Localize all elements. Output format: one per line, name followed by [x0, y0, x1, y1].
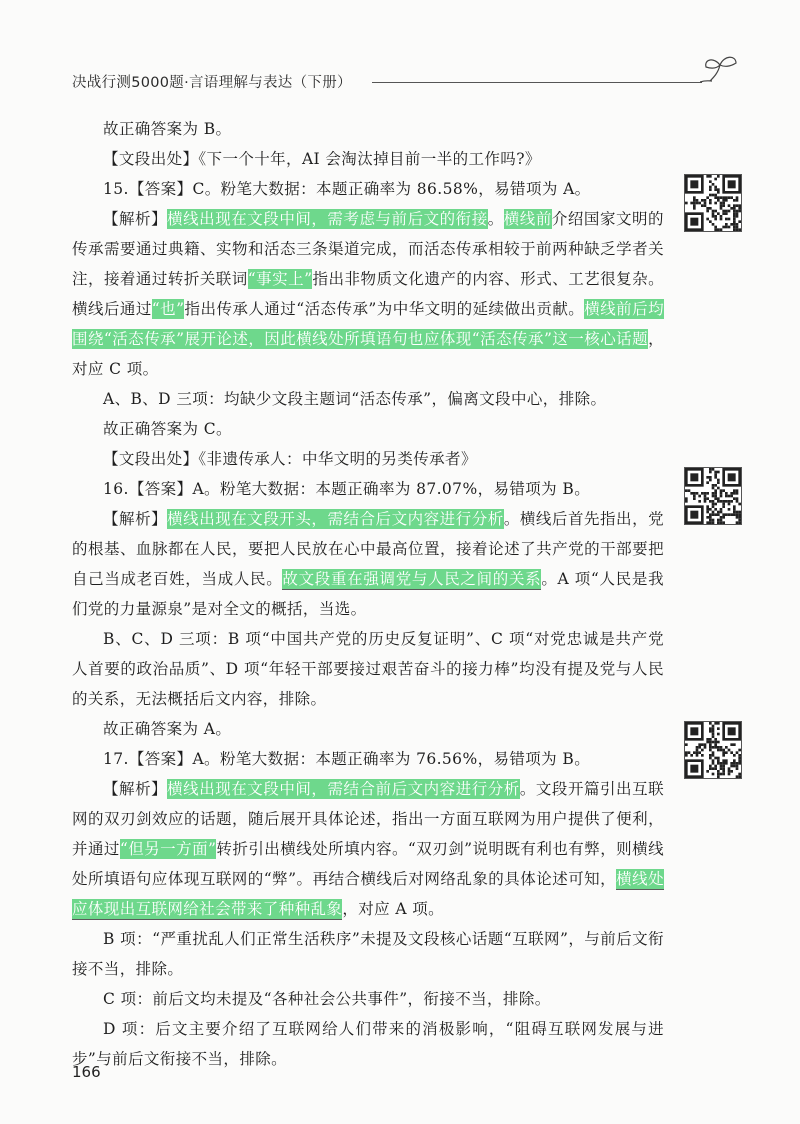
qr-code-icon[interactable] [684, 174, 742, 232]
text-run: C 项：前后文均未提及“各种社会公共事件”，衔接不当，排除。 [103, 990, 551, 1008]
highlighted-text: 横线前 [503, 210, 552, 228]
text-run: 。横线后首先指出，党的根基、血脉都在人民，要把人民放在心中最高位置，接着论述了共产党的干部要把自己当成老百姓，当成人民。 [72, 510, 664, 588]
text-run: 【解析】 [103, 510, 168, 528]
text-run: D 项：后文主要介绍了互联网给人们带来的消极影响，“阻碍互联网发展与进步”与前后文衔接不当，排除。 [72, 1020, 664, 1068]
text-run: ，对应 C 项。 [72, 330, 664, 378]
header-rule [372, 82, 702, 83]
qr-code-icon[interactable] [684, 721, 742, 779]
highlighted-text: 横线出现在文段开头，需结合后文内容进行分析 [167, 510, 504, 528]
paragraph [72, 144, 664, 174]
answer-explanations [72, 114, 664, 1074]
paragraph [72, 444, 664, 474]
text-run: 指出非物质文化遗产的内容、形式、工艺很复杂。横线后通过 [72, 270, 664, 318]
text-run: 。 [487, 210, 504, 228]
paragraph [72, 624, 664, 714]
paragraph [72, 174, 664, 204]
header-title: 决战行测5000题·言语理解与表达（下册） [72, 75, 352, 91]
text-run: 15.【答案】 [103, 180, 193, 198]
highlighted-text: 横线出现在文段中间，需考虑与前后文的衔接 [167, 210, 488, 228]
paragraph [72, 744, 664, 774]
text-run: 【解析】 [103, 210, 168, 228]
paragraph [72, 204, 664, 384]
text-run: 16.【答案】 [103, 480, 193, 498]
text-run: 故正确答案为 C。 [103, 420, 232, 438]
highlighted-text: 故文段重在强调党与人民之间的关系 [282, 570, 542, 588]
highlighted-text: “也” [151, 300, 185, 318]
text-run: 转折引出横线处所填内容。“双刃剑”说明既有利也有弊，则横线处所填语句应体现互联网的“弊”。再结合横线后对网络乱象的具体论述可知， [72, 840, 664, 888]
paragraph [72, 114, 664, 144]
text-run: 指出传承人通过“活态传承”为中华文明的延续做出贡献。 [184, 300, 585, 318]
text-run: A、B、D 三项：均缺少文段主题词“活态传承”，偏离文段中心，排除。 [103, 390, 607, 408]
highlighted-text: “事实上” [247, 270, 313, 288]
paragraph [72, 414, 664, 444]
text-run: 故正确答案为 B。 [103, 120, 232, 138]
running-header [72, 71, 740, 95]
text-run: A。粉笔大数据：本题正确率为 87.07%，易错项为 B。 [192, 480, 591, 498]
sprout-icon [700, 49, 740, 89]
highlighted-text: 横线处应体现出互联网给社会带来了种种乱象 [72, 870, 664, 918]
highlighted-text: “但另一方面” [119, 840, 217, 858]
text-run: 17.【答案】 [103, 750, 193, 768]
paragraph [72, 924, 664, 984]
text-run: 【文段出处】 [103, 150, 199, 168]
text-run: 【文段出处】 [103, 450, 199, 468]
text-run: B 项：“严重扰乱人们正常生活秩序”未提及文段核心话题“互联网”，与前后文衔接不当，排除。 [72, 930, 664, 978]
highlighted-text: 横线前后均围绕“活态传承”展开论述，因此横线处所填语句也应体现“活态传承”这一核心话题 [72, 300, 664, 348]
text-run: 故正确答案为 A。 [103, 720, 232, 738]
text-run: ，对应 A 项。 [342, 900, 445, 918]
highlighted-text: 横线出现在文段中间，需结合前后文内容进行分析 [167, 780, 520, 798]
paragraph [72, 774, 664, 924]
text-run: B、C、D 三项：B 项“中国共产党的历史反复证明”、C 项“对党忠诚是共产党人首要的政治品质”、D 项“年轻干部要接过艰苦奋斗的接力棒”均没有提及党与人民的关系，无法概括后文内容，排除。 [72, 630, 664, 708]
page-number: 166 [72, 1063, 101, 1081]
paragraph [72, 1014, 664, 1074]
qr-code-icon[interactable] [684, 467, 742, 525]
text-run: 。A 项“人民是我们党的力量源泉”是对全文的概括，当选。 [72, 570, 664, 618]
paragraph [72, 714, 664, 744]
text-run: A。粉笔大数据：本题正确率为 76.56%，易错项为 B。 [192, 750, 591, 768]
text-run: 《下一个十年，AI 会淘汰掉目前一半的工作吗?》 [198, 150, 541, 168]
paragraph [72, 504, 664, 624]
text-run: C。粉笔大数据：本题正确率为 86.58%，易错项为 A。 [192, 180, 591, 198]
text-run: 【解析】 [103, 780, 168, 798]
text-run: 《非遗传承人：中华文明的另类传承者》 [198, 450, 477, 468]
text-run: 。文段开篇引出互联网的双刃剑效应的话题，随后展开具体论述，指出一方面互联网为用户提供了便利，并通过 [72, 780, 664, 858]
paragraph [72, 384, 664, 414]
paragraph [72, 474, 664, 504]
paragraph [72, 984, 664, 1014]
text-run: 介绍国家文明的传承需要通过典籍、实物和活态三条渠道完成，而活态传承相较于前两种缺乏学者关注，接着通过转折关联词 [72, 210, 664, 288]
